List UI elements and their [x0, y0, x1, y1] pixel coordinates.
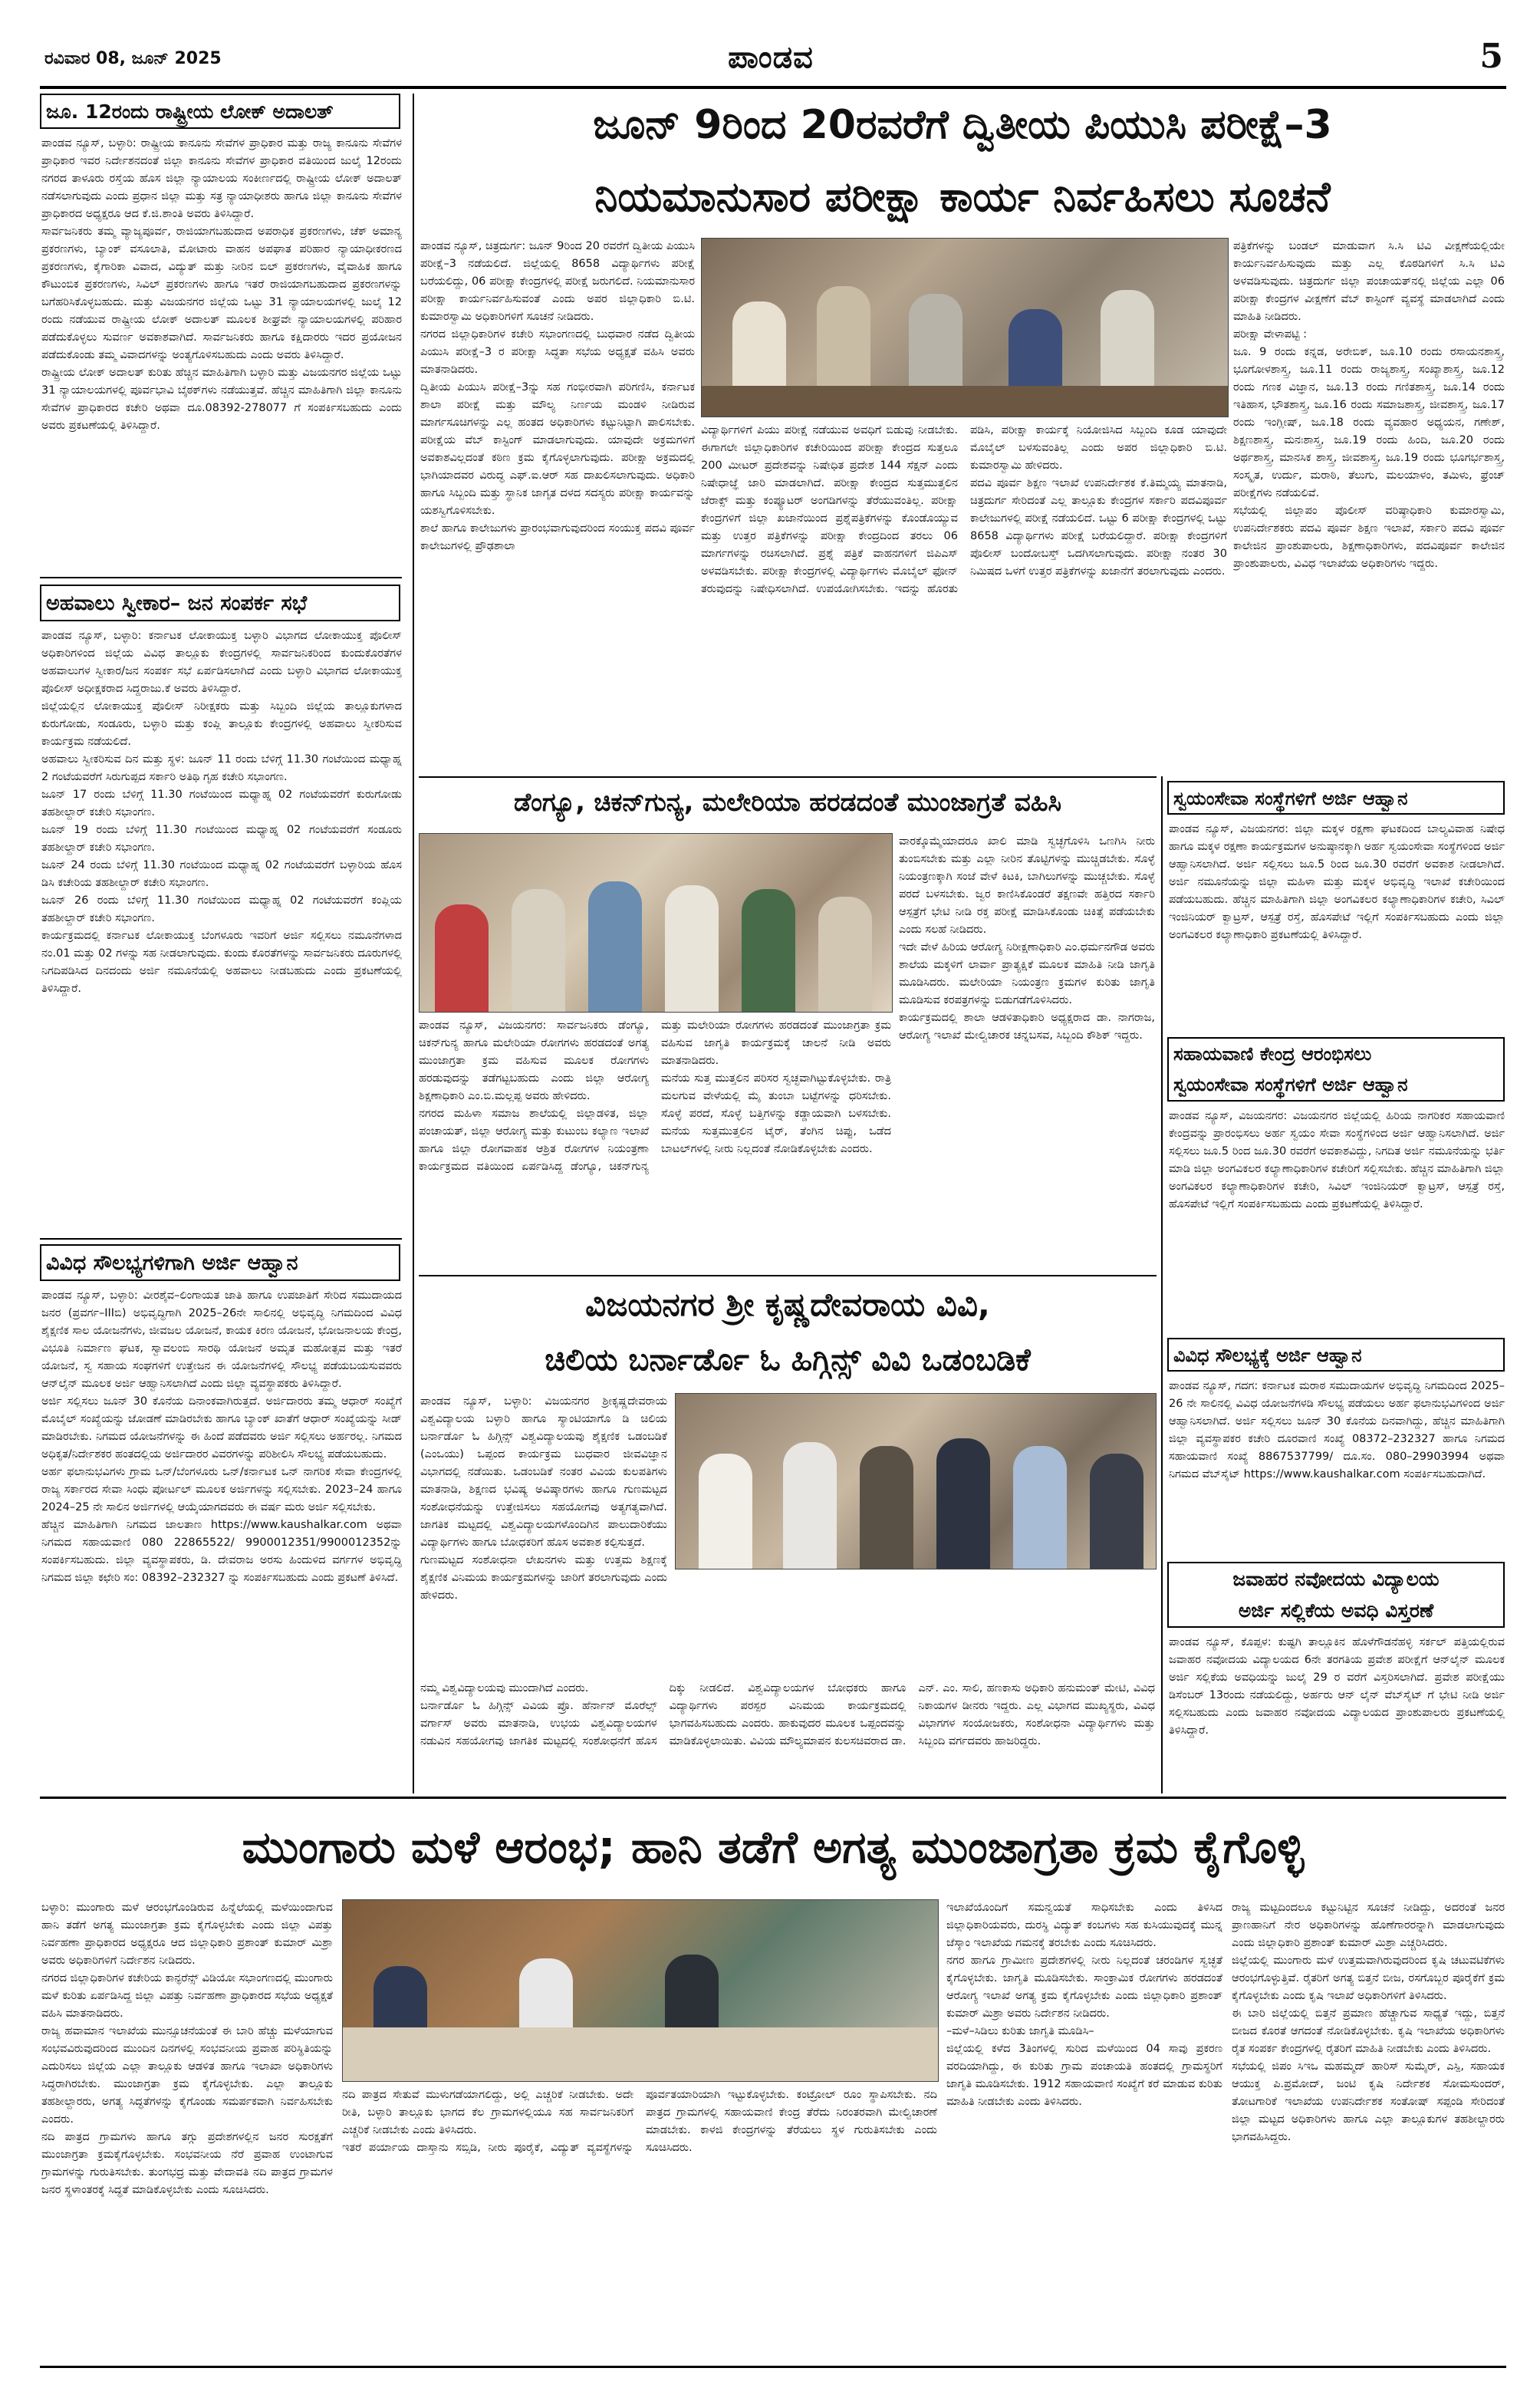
monsoon-headline: ಮುಂಗಾರು ಮಳೆ ಆರಂಭ; ಹಾನಿ ತಡೆಗೆ ಅಗತ್ಯ ಮುಂಜಾಗ್ರತಾ ಕ್ರಮ ಕೈಗೊಳ್ಳಿ [242, 1821, 1305, 1873]
helpline-headline [1167, 1037, 1505, 1102]
mou-headline-line2: ಚಿಲಿಯ ಬರ್ನಾರ್ಡೊ ಓ ಹಿಗ್ಗಿನ್ಸ್ ವಿವಿ ಒಡಂಬಡಿಕೆ [545, 1342, 1031, 1378]
section-divider [40, 1797, 1506, 1799]
helpline-body: ಪಾಂಡವ ನ್ಯೂಸ್, ವಿಜಯನಗರ: ವಿಜಯನಗರ ಜಿಲ್ಲೆಯಲ್ಲಿ ಹಿರಿಯ ನಾಗರಿಕರ ಸಹಾಯವಾಣಿ ಕೇಂದ್ರವನ್ನು ಪ್ರಾರಂಭಿಸಲು ಅರ್ಹ ಸ್ವಯಂ ಸೇವಾ ಸಂಸ್ಥೆಗಳಿಂದ ಅರ್ಜಿ ಆಹ್ವಾನಿಸಲಾಗಿದೆ. ಅರ್ಜಿ ಸಲ್ಲಿಸಲು ಜೂ.5 ರಿಂದ ಜೂ.30 ರವರೆಗೆ ಅವಕಾಶವಿದ್ದು, ನಿಗದಿತ ಅರ್ಜಿ ನಮೂನೆಯನ್ನು ಭರ್ತಿ ಮಾಡಿ ಜಿಲ್ಲಾ ಅಂಗವಿಕಲರ ಕಲ್ಯಾಣಾಧಿಕಾರಿಗಳ ಕಚೇರಿಗೆ ಸಲ್ಲಿಸಬೇಕು. ಹೆಚ್ಚಿನ ಮಾಹಿತಿಗಾಗಿ ಜಿಲ್ಲಾ ಅಂಗವಿಕಲರ ಕಲ್ಯಾಣಾಧಿಕಾರಿಗಳ ಕಚೇರಿ, ಸಿವಿಲ್ ಇಂಜಿನಿಯರ್ ಕ್ವಾಟ್ರಸ್, ಆಸ್ಪತ್ರೆ ರಸ್ತೆ, ಹೊಸಪೇಟೆ ಇಲ್ಲಿಗೆ ಸಂಪರ್ಕಿಸಬಹುದು ಎಂದು ಪ್ರಕಟಣೆಯಲ್ಲಿ ತಿಳಿಸಿದ್ದಾರೆ. [1169, 1110, 1505, 1210]
column-divider [1161, 776, 1163, 1793]
mou-body-left: ಪಾಂಡವ ನ್ಯೂಸ್, ಬಳ್ಳಾರಿ: ವಿಜಯನಗರ ಶ್ರೀಕೃಷ್ಣದೇವರಾಯ ವಿಶ್ವವಿದ್ಯಾಲಯ ಬಳ್ಳಾರಿ ಹಾಗೂ ಸ್ಯಾಂಟಿಯಾಗೊ ಡಿ ಚಿಲಿಯ ಬರ್ನಾರ್ಡೊ ಓ ಹಿಗ್ಗಿನ್ಸ್ ವಿಶ್ವವಿದ್ಯಾಲಯವು ಶೈಕ್ಷಣಿಕ ಒಡಂಬಡಿಕೆ (ಎಂಒಯು) ಒಪ್ಪಂದ ಕಾರ್ಯಕ್ರಮ ಬುಧವಾರ ಜೀವವಿಜ್ಞಾನ ವಿಭಾಗದಲ್ಲಿ ನಡೆಯಿತು. ಒಡಂಬಡಿಕೆ ನಂತರ ವಿವಿಯ ಕುಲಪತಿಗಳು ಮಾತನಾಡಿ, ಶಿಕ್ಷಣದ ಭವಿಷ್ಯ ಅವಿಷ್ಕಾರಗಳು ಹಾಗೂ ಗುಣಮಟ್ಟದ ಸಂಶೋಧನೆಯನ್ನು ಉತ್ತೇಜಿಸಲು ಸಹಯೋಗವು ಅತ್ಯಗತ್ಯವಾಗಿದೆ. ಜಾಗತಿಕ ಮಟ್ಟದಲ್ಲಿ ವಿಶ್ವವಿದ್ಯಾಲಯಗಳೊಂದಿಗಿನ ಪಾಲುದಾರಿಕೆಯು ವಿದ್ಯಾರ್ಥಿಗಳು ಹಾಗೂ ಬೋಧಕರಿಗೆ ಹೊಸ ಅವಕಾಶ ಕಲ್ಪಿಸುತ್ತದೆ. ಗುಣಮಟ್ಟದ ಸಂಶೋಧನಾ ಲೇಖನಗಳು ಮತ್ತು ಉತ್ತಮ ಶಿಕ್ಷಣಕ್ಕೆ ಶೈಕ್ಷಣಿಕ ವಿನಿಮಯ ಕಾರ್ಯಕ್ರಮಗಳನ್ನು ಜಾರಿಗೆ ತರಲಾಗುವುದು ಎಂದು ಹೇಳಿದರು. [420, 1395, 667, 1602]
lead-headline-line1: ಜೂನ್ 9ರಿಂದ 20ರವರೆಗೆ ದ್ವಿತೀಯ ಪಿಯುಸಿ ಪರೀಕ್ಷೆ–3 [593, 102, 1332, 148]
mou-headline-line1: ವಿಜಯನಗರ ಶ್ರೀ ಕೃಷ್ಣದೇವರಾಯ ವಿವಿ, [585, 1286, 990, 1323]
page-number: 5 [1479, 37, 1503, 76]
divider [419, 1275, 1157, 1276]
monsoon-body-under-photo: ನದಿ ಪಾತ್ರದ ಸೇತುವೆ ಮುಳುಗಡೆಯಾಗಲಿದ್ದು, ಅಲ್ಲಿ ಎಚ್ಚರಿಕೆ ನೀಡಬೇಕು. ಅದೇ ರೀತಿ, ಬಳ್ಳಾರಿ ತಾಲ್ಲೂಕು ಭಾಗದ ಕೆಲ ಗ್ರಾಮಗಳಲ್ಲಿಯೂ ಸಹ ಸಾರ್ವಜನಿಕರಿಗೆ ಎಚ್ಚರಿಕೆ ನೀಡಬೇಕು ಎಂದು ತಿಳಿಸಿದರು. ಇತರೆ ಪರ್ಯಾಯ ದಾಸ್ತಾನು ಸಬ್ಸಿಡಿ, ನೀರು ಪೂರೈಕೆ, ವಿದ್ಯುತ್ ವ್ಯವಸ್ಥೆಗಳನ್ನು ಪೂರ್ವತಯಾರಿಯಾಗಿ ಇಟ್ಟುಕೊಳ್ಳಬೇಕು. ಕಂಟ್ರೋಲ್ ರೂಂ ಸ್ಥಾಪಿಸಬೇಕು. ನದಿ ಪಾತ್ರದ ಗ್ರಾಮಗಳಲ್ಲಿ ಸಹಾಯವಾಣಿ ಕೇಂದ್ರ ತೆರೆದು ನಿರಂತರವಾಗಿ ಮೇಲ್ವಿಚಾರಣೆ ಮಾಡಬೇಕು. ಕಾಳಜಿ ಕೇಂದ್ರಗಳನ್ನು ತೆರೆಯಲು ಸ್ಥಳ ಗುರುತಿಸಬೇಕು ಎಂದು ಸೂಚಿಸಿದರು. [342, 2089, 937, 2154]
left-column [40, 94, 406, 1787]
ngo-application-headline: ಸ್ವಯಂಸೇವಾ ಸಂಸ್ಥೆಗಳಿಗೆ ಅರ್ಜಿ ಆಹ್ವಾನ [1167, 781, 1505, 815]
lead-body-right: ಪತ್ರಿಕೆಗಳನ್ನು ಬಂಡಲ್ ಮಾಡುವಾಗ ಸಿ.ಸಿ ಟಿವಿ ವೀಕ್ಷಣೆಯಲ್ಲಿಯೇ ಕಾರ್ಯನಿರ್ವಹಿಸುವುದು ಮತ್ತು ಎಲ್ಲ ಕೊಠಡಿಗಳಿಗೆ ಸಿ.ಸಿ ಟಿವಿ ಅಳವಡಿಸುವುದು. ಚಿತ್ರದುರ್ಗ ಜಿಲ್ಲಾ ಪಂಚಾಯತ್‌ನಲ್ಲಿ ಜಿಲ್ಲೆಯ ಎಲ್ಲಾ 06 ಪರೀಕ್ಷಾ ಕೇಂದ್ರಗಳ ವೀಕ್ಷಣೆಗೆ ವೆಬ್ ಕಾಸ್ಟಿಂಗ್ ವ್ಯವಸ್ಥೆ ಮಾಡಲಾಗಿದೆ ಎಂದು ಮಾಹಿತಿ ನೀಡಿದರು. ಪರೀಕ್ಷಾ ವೇಳಾಪಟ್ಟಿ : ಜೂ. 9 ರಂದು ಕನ್ನಡ, ಅರೇಬಿಕ್, ಜೂ.10 ರಂದು ರಸಾಯನಶಾಸ್ತ್ರ, ಭೂಗೋಳಶಾಸ್ತ್ರ, ಜೂ.11 ರಂದು ರಾಜ್ಯಶಾಸ್ತ್ರ, ಸಂಖ್ಯಾಶಾಸ್ತ್ರ, ಜೂ.12 ರಂದು ಗಣಕ ವಿಜ್ಞಾನ, ಜೂ.13 ರಂದು ಗಣಿತಶಾಸ್ತ್ರ, ಜೂ.14 ರಂದು ಇತಿಹಾಸ, ಭೌತಶಾಸ್ತ್ರ, ಜೂ.16 ರಂದು ಸಮಾಜಶಾಸ್ತ್ರ, ಜೀವಶಾಸ್ತ್ರ, ಜೂ.17 ರಂದು ಇಂಗ್ಲೀಷ್, ಜೂ.18 ರಂದು ವ್ಯವಹಾರ ಅಧ್ಯಯನ, ಗಣೇಶ್, ಶಿಕ್ಷಣಶಾಸ್ತ್ರ, ಮನಃಶಾಸ್ತ್ರ, ಜೂ.19 ರಂದು ಹಿಂದಿ, ಜೂ.20 ರಂದು ಅರ್ಥಶಾಸ್ತ್ರ, ಮಾನಸಿಕ ಶಾಸ್ತ್ರ, ಜೀವಶಾಸ್ತ್ರ, ಜೂ.19 ರಂದು ಭೂಗರ್ಭಶಾಸ್ತ್ರ, ಸಂಸ್ಕೃತ, ಉರ್ದು, ಮರಾಠಿ, ತೆಲುಗು, ಮಲಯಾಳಂ, ತಮಿಳು, ಫ್ರೆಂಚ್ ಪರೀಕ್ಷೆಗಳು ನಡೆಯಲಿವೆ. ಸಭೆಯಲ್ಲಿ ಜಿಲ್ಲಾಪಂ ಪೊಲೀಸ್ ವರಿಷ್ಠಾಧಿಕಾರಿ ಕುಮಾರಸ್ವಾಮಿ, ಉಪನಿರ್ದೇಶಕರು ಪದವಿ ಪೂರ್ವ ಶಿಕ್ಷಣ ಇಲಾಖೆ, ಸರ್ಕಾರಿ ಪದವಿ ಪೂರ್ವ ಕಾಲೇಜಿನ ಪ್ರಾಂಶುಪಾಲರು, ಶಿಕ್ಷಣಾಧಿಕಾರಿಗಳು, ಪದವಿಪೂರ್ವ ಕಾಲೇಜಿನ ಪ್ರಾಂಶುಪಾಲರು, ವಿವಿಧ ಇಲಾಖೆಯ ಅಧಿಕಾರಿಗಳು ಇದ್ದರು. [1233, 240, 1505, 570]
monsoon-meeting-photo [342, 1899, 939, 2082]
facility-application-body: ಪಾಂಡವ ನ್ಯೂಸ್, ಗದಗ: ಕರ್ನಾಟಕ ಮರಾಠ ಸಮುದಾಯಗಳ ಅಭಿವೃದ್ಧಿ ನಿಗಮದಿಂದ 2025–26 ನೇ ಸಾಲಿನಲ್ಲಿ ವಿವಿಧ ಯೋಜನೆಗಳಡಿ ಸೌಲಭ್ಯ ಪಡೆಯಲು ಅರ್ಹ ಫಲಾನುಭವಿಗಳಿಂದ ಅರ್ಜಿ ಆಹ್ವಾನಿಸಲಾಗಿದೆ. ಅರ್ಜಿ ಸಲ್ಲಿಸಲು ಜೂನ್ 30 ಕೊನೆಯ ದಿನವಾಗಿದ್ದು, ಹೆಚ್ಚಿನ ಮಾಹಿತಿಗಾಗಿ ಜಿಲ್ಲಾ ವ್ಯವಸ್ಥಾಪಕರ ಕಚೇರಿ ದೂರವಾಣಿ ಸಂಖ್ಯೆ 08372–232327 ಹಾಗೂ ನಿಗಮದ ಸಹಾಯವಾಣಿ ಸಂಖ್ಯೆ 8867537799/ ದೂ.ಸಂ. 080–29903994 ಅಥವಾ ನಿಗಮದ ವೆಬ್‌ಸೈಟ್ https://www.kaushalkar.com ಸಂಪರ್ಕಿಸಬಹುದಾಗಿದೆ. [1169, 1380, 1505, 1480]
article-lok-adalat-body: ಪಾಂಡವ ನ್ಯೂಸ್, ಬಳ್ಳಾರಿ: ರಾಷ್ಟ್ರೀಯ ಕಾನೂನು ಸೇವೆಗಳ ಪ್ರಾಧಿಕಾರ ಮತ್ತು ರಾಜ್ಯ ಕಾನೂನು ಸೇವೆಗಳ ಪ್ರಾಧಿಕಾರ ಇವರ ನಿರ್ದೇಶನದಂತೆ ಜಿಲ್ಲಾ ಕಾನೂನು ಸೇವೆಗಳ ಪ್ರಾಧಿಕಾರ ವತಿಯಿಂದ ಜುಲೈ 12ರಂದು ನಗರದ ತಾಳೂರು ರಸ್ತೆಯ ಹೊಸ ಜಿಲ್ಲಾ ನ್ಯಾಯಾಲಯ ಸಂಕೀರ್ಣದಲ್ಲಿ ರಾಷ್ಟ್ರೀಯ ಲೋಕ್ ಅದಾಲತ್ ನಡೆಸಲಾಗುವುದು ಎಂದು ಪ್ರಧಾನ ಜಿಲ್ಲಾ ಮತ್ತು ಸತ್ರ ನ್ಯಾಯಾಧೀಶರು ಹಾಗೂ ಜಿಲ್ಲಾ ಕಾನೂನು ಸೇವೆಗಳ ಪ್ರಾಧಿಕಾರದ ಅಧ್ಯಕ್ಷರೂ ಆದ ಕೆ.ಜಿ.ಶಾಂತಿ ಅವರು ತಿಳಿಸಿದ್ದಾರೆ. ಸಾರ್ವಜನಿಕರು ತಮ್ಮ ವ್ಯಾಜ್ಯಪೂರ್ವ, ರಾಜಿಯಾಗಬಹುದಾದ ಅಪರಾಧಿಕ ಪ್ರಕರಣಗಳು, ಚೆಕ್ ಅಮಾನ್ಯ ಪ್ರಕರಣಗಳು, ಬ್ಯಾಂಕ್ ವಸೂಲಾತಿ, ಮೋಟಾರು ವಾಹನ ಅಪಘಾತ ಪರಿಹಾರ ನ್ಯಾಯಾಧೀಕರಣದ ಪ್ರಕರಣಗಳು, ಕೈಗಾರಿಕಾ ವಿವಾದ, ವಿದ್ಯುತ್ ಮತ್ತು ನೀರಿನ ಬಿಲ್ ಪ್ರಕರಣಗಳು, ವೈವಾಹಿಕ ಹಾಗೂ ಕೌಟುಂಬಿಕ ಪ್ರಕರಣಗಳು, ಸಿವಿಲ್ ಪ್ರಕರಣಗಳು ಹಾಗೂ ಇತರೆ ರಾಜಿಯಾಗಬಹುದಾದ ಪ್ರಕರಣಗಳನ್ನು ಬಗೆಹರಿಸಿಕೊಳ್ಳಬಹುದು. ಮತ್ತು ವಿಜಯನಗರ ಜಿಲ್ಲೆಯ ಒಟ್ಟು 31 ನ್ಯಾಯಾಲಯಗಳಲ್ಲಿ ಜುಲೈ 12 ರಂದು ನಡೆಯುವ ರಾಷ್ಟ್ರೀಯ ಲೋಕ್ ಅದಾಲತ್ ಮೂಲಕ ಶೀಘ್ರವೇ ನ್ಯಾಯಾಲಯಗಳಲ್ಲಿ ಪರಿಹಾರ ಪಡೆದುಕೊಳ್ಳಲು ಸುವರ್ಣ ಅವಕಾಶವಾಗಿದೆ. ಸಾರ್ವಜನಿಕರು ಹಾಗೂ ಕಕ್ಷಿದಾರರು ಇದರ ಪ್ರಯೋಜನ ಪಡೆದುಕೊಂಡು ತಮ್ಮ ವಿವಾದಗಳನ್ನು ಅಂತ್ಯಗೊಳಿಸಬಹುದು ಎಂದು ಅವರು ತಿಳಿಸಿದ್ದಾರೆ. ರಾಷ್ಟ್ರೀಯ ಲೋಕ್ ಅದಾಲತ್ ಕುರಿತು ಹೆಚ್ಚಿನ ಮಾಹಿತಿಗಾಗಿ ಬಳ್ಳಾರಿ ಮತ್ತು ವಿಜಯನಗರ ಜಿಲ್ಲೆಯ ಒಟ್ಟು 31 ನ್ಯಾಯಾಲಯಗಳಲ್ಲಿ ಪೂರ್ವಭಾವಿ ಬೈಠಕ್‌ಗಳು ನಡೆಯುತ್ತವೆ. ಹೆಚ್ಚಿನ ಮಾಹಿತಿಗಾಗಿ ಜಿಲ್ಲಾ ಕಾನೂನು ಸೇವೆಗಳ ಪ್ರಾಧಿಕಾರದ ಕಚೇರಿ ಅಥವಾ ದೂ.08392-278077 ಗೆ ಸಂಪರ್ಕಿಸಬಹುದು ಎಂದು ಅವರು ಪ್ರಕಟಣೆಯಲ್ಲಿ ತಿಳಿಸಿದ್ದಾರೆ. [41, 137, 402, 432]
column-divider [413, 94, 414, 1793]
exam-meeting-photo [701, 238, 1229, 417]
university-mou-story [419, 1280, 1157, 1792]
masthead-date: ರವಿವಾರ 08, ಜೂನ್ 2025 [44, 49, 222, 68]
dengue-body-bottom: ಪಾಂಡವ ನ್ಯೂಸ್, ವಿಜಯನಗರ: ಸಾರ್ವಜನಿಕರು ಡೆಂಗ್ಯೂ, ಚಿಕನ್‌ಗುನ್ಯ ಹಾಗೂ ಮಲೇರಿಯಾ ರೋಗಗಳು ಹರಡದಂತೆ ಅಗತ್ಯ ಮುಂಜಾಗ್ರತಾ ಕ್ರಮ ವಹಿಸುವ ಮೂಲಕ ರೋಗಗಳು ಹರಡುವುದನ್ನು ತಡೆಗಟ್ಟಬಹುದು ಎಂದು ಜಿಲ್ಲಾ ಆರೋಗ್ಯ ಶಿಕ್ಷಣಾಧಿಕಾರಿ ಎಂ.ಬಿ.ಮಲ್ಲಪ್ಪ ಅವರು ಹೇಳಿದರು. ನಗರದ ಮಹಿಳಾ ಸಮಾಜ ಶಾಲೆಯಲ್ಲಿ ಜಿಲ್ಲಾಡಳಿತ, ಜಿಲ್ಲಾ ಪಂಚಾಯತ್, ಜಿಲ್ಲಾ ಆರೋಗ್ಯ ಮತ್ತು ಕುಟುಂಬ ಕಲ್ಯಾಣ ಇಲಾಖೆ ಹಾಗೂ ಜಿಲ್ಲಾ ರೋಗವಾಹಕ ಆಶ್ರಿತ ರೋಗಗಳ ನಿಯಂತ್ರಣಾ ಕಾರ್ಯಕ್ರಮದ ವತಿಯಿಂದ ಏರ್ಪಡಿಸಿದ್ದ ಡೆಂಗ್ಯೂ, ಚಿಕನ್‌ಗುನ್ಯ ಮತ್ತು ಮಲೇರಿಯಾ ರೋಗಗಳು ಹರಡದಂತೆ ಮುಂಜಾಗ್ರತಾ ಕ್ರಮ ವಹಿಸುವ ಜಾಗೃತಿ ಕಾರ್ಯಕ್ರಮಕ್ಕೆ ಚಾಲನೆ ನೀಡಿ ಅವರು ಮಾತನಾಡಿದರು. ಮನೆಯ ಸುತ್ತ ಮುತ್ತಲಿನ ಪರಿಸರ ಸ್ವಚ್ಛವಾಗಿಟ್ಟುಕೊಳ್ಳಬೇಕು. ರಾತ್ರಿ ಮಲಗುವ ವೇಳೆಯಲ್ಲಿ ಮೈ ತುಂಬಾ ಬಟ್ಟೆಗಳನ್ನು ಧರಿಸಬೇಕು. ಸೊಳ್ಳೆ ಪರದೆ, ಸೊಳ್ಳೆ ಬತ್ತಿಗಳನ್ನು ಕಡ್ಡಾಯವಾಗಿ ಬಳಸಬೇಕು. ಮನೆಯ ಸುತ್ತಮುತ್ತಲಿನ ಟೈರ್, ತೆಂಗಿನ ಚಿಪ್ಪು, ಒಡೆದ ಬಾಟಲ್‌ಗಳಲ್ಲಿ ನೀರು ನಿಲ್ಲದಂತೆ ನೋಡಿಕೊಳ್ಳಬೇಕು ಎಂದರು. [419, 1019, 891, 1173]
divider [419, 776, 1157, 778]
divider [40, 1238, 402, 1240]
helpline-headline-line2: ಸ್ವಯಂಸೇವಾ ಸಂಸ್ಥೆಗಳಿಗೆ ಅರ್ಜಿ ಆಹ್ವಾನ [1173, 1074, 1408, 1095]
masthead-rule [40, 86, 1506, 89]
dengue-awareness-photo [419, 833, 893, 1013]
dengue-body-right: ವಾರಕ್ಕೊಮ್ಮೆಯಾದರೂ ಖಾಲಿ ಮಾಡಿ ಸ್ವಚ್ಛಗೊಳಿಸಿ ಒಣಗಿಸಿ ನೀರು ತುಂಬಿಸಬೇಕು ಮತ್ತು ಎಲ್ಲಾ ನೀರಿನ ತೊಟ್ಟಿಗಳನ್ನು ಮುಚ್ಚಿಡಬೇಕು. ಸೊಳ್ಳೆ ನಿಯಂತ್ರಣಕ್ಕಾಗಿ ಸಂಜೆ ವೇಳೆ ಕಿಟಕಿ, ಬಾಗಿಲುಗಳನ್ನು ಮುಚ್ಚಬೇಕು. ಸೊಳ್ಳೆ ಪರದೆ ಬಳಸಬೇಕು. ಜ್ವರ ಕಾಣಿಸಿಕೊಂಡರೆ ತಕ್ಷಣವೇ ಹತ್ತಿರದ ಸರ್ಕಾರಿ ಆಸ್ಪತ್ರೆಗೆ ಭೇಟಿ ನೀಡಿ ರಕ್ತ ಪರೀಕ್ಷೆ ಮಾಡಿಸಿಕೊಂಡು ಚಿಕಿತ್ಸೆ ಪಡೆಯಬೇಕು ಎಂದು ಸಲಹೆ ನೀಡಿದರು. ಇದೇ ವೇಳೆ ಹಿರಿಯ ಆರೋಗ್ಯ ನಿರೀಕ್ಷಣಾಧಿಕಾರಿ ಎಂ.ಧರ್ಮನಗೌಡ ಅವರು ಶಾಲೆಯ ಮಕ್ಕಳಿಗೆ ಲಾರ್ವಾ ಪ್ರಾತ್ಯಕ್ಷಿಕೆ ಮೂಲಕ ಮಾಹಿತಿ ನೀಡಿ ಜಾಗೃತಿ ಮೂಡಿಸಿದರು. ಮಲೇರಿಯಾ ನಿಯಂತ್ರಣ ಕ್ರಮಗಳ ಕುರಿತು ಜಾಗೃತಿ ಮೂಡಿಸುವ ಕರಪತ್ರಗಳನ್ನು ಬಿಡುಗಡೆಗೊಳಿಸಿದರು. ಕಾರ್ಯಕ್ರಮದಲ್ಲಿ ಶಾಲಾ ಆಡಳಿತಾಧಿಕಾರಿ ಅಧ್ಯಕ್ಷರಾದ ಡಾ. ನಾಗರಾಜ, ಆರೋಗ್ಯ ಇಲಾಖೆ ಮೇಲ್ವಿಚಾರಕ ಚನ್ನಬಸವ, ಸಿಬ್ಬಂದಿ ಕೌಶಿಕ್ ಇದ್ದರು. [899, 835, 1155, 1042]
monsoon-body-mid: ಇಲಾಖೆಯೊಂದಿಗೆ ಸಮನ್ವಯತೆ ಸಾಧಿಸಬೇಕು ಎಂದು ತಿಳಿಸಿದ ಜಿಲ್ಲಾಧಿಕಾರಿಯವರು, ದುರಸ್ಥಿ ವಿದ್ಯುತ್ ಕಂಬಗಳು ಸಹ ಕುಸಿಯುವುದಕ್ಕೆ ಮುನ್ನ ಜೆಸ್ಕಾಂ ಇಲಾಖೆಯ ಗಮನಕ್ಕೆ ತರಬೇಕು ಎಂದು ಸೂಚಿಸಿದರು. ನಗರ ಹಾಗೂ ಗ್ರಾಮೀಣ ಪ್ರದೇಶಗಳಲ್ಲಿ ನೀರು ನಿಲ್ಲದಂತೆ ಚರಂಡಿಗಳ ಸ್ವಚ್ಛತೆ ಕೈಗೊಳ್ಳಬೇಕು. ಜಾಗೃತಿ ಮೂಡಿಸಬೇಕು. ಸಾಂಕ್ರಾಮಿಕ ರೋಗಗಳು ಹರಡದಂತೆ ಆರೋಗ್ಯ ಇಲಾಖೆ ಅಗತ್ಯ ಕ್ರಮ ಕೈಗೊಳ್ಳಬೇಕು ಎಂದು ಜಿಲ್ಲಾಧಿಕಾರಿ ಪ್ರಶಾಂತ್ ಕುಮಾರ್ ಮಿಶ್ರಾ ಅವರು ನಿರ್ದೇಶನ ನೀಡಿದರು. –ಮಳೆ–ಸಿಡಿಲು ಕುರಿತು ಜಾಗೃತಿ ಮೂಡಿಸಿ– ಜಿಲ್ಲೆಯಲ್ಲಿ ಕಳೆದ 3ತಿಂಗಳಲ್ಲಿ ಸುರಿದ ಮಳೆಯಿಂದ 04 ಸಾವು ಪ್ರಕರಣ ವರದಿಯಾಗಿದ್ದು, ಈ ಕುರಿತು ಗ್ರಾಮ ಪಂಚಾಯತಿ ಹಂತದಲ್ಲಿ ಗ್ರಾಮಸ್ಥರಿಗೆ ಜಾಗೃತಿ ಮೂಡಿಸಬೇಕು. 1912 ಸಹಾಯವಾಣಿ ಸಂಖ್ಯೆಗೆ ಕರೆ ಮಾಡುವ ಕುರಿತು ಮಾಹಿತಿ ನೀಡಬೇಕು ಎಂದು ತಿಳಿಸಿದರು. [946, 1902, 1222, 2108]
facility-application-headline: ವಿವಿಧ ಸೌಲಭ್ಯಕ್ಕೆ ಅರ್ಜಿ ಆಹ್ವಾನ [1167, 1338, 1505, 1372]
divider [40, 577, 402, 578]
masthead [0, 0, 1540, 92]
mou-body-bottom: ನಮ್ಮ ವಿಶ್ವವಿದ್ಯಾಲಯವು ಮುಂದಾಗಿದೆ ಎಂದರು. ಬರ್ನಾರ್ಡೊ ಓ ಹಿಗ್ಗಿನ್ಸ್ ವಿವಿಯ ಪ್ರೊ. ಹೆರ್ನಾನ್ ಮೊರೆಲ್ಸ್ ವರ್ಗಾಸ್ ಅವರು ಮಾತನಾಡಿ, ಉಭಯ ವಿಶ್ವವಿದ್ಯಾಲಯಗಳ ನಡುವಿನ ಸಹಯೋಗವು ಜಾಗತಿಕ ಮಟ್ಟದಲ್ಲಿ ಸಂಶೋಧನೆಗೆ ಹೊಸ ದಿಕ್ಕು ನೀಡಲಿದೆ. ವಿಶ್ವವಿದ್ಯಾಲಯಗಳ ಬೋಧಕರು ಹಾಗೂ ವಿದ್ಯಾರ್ಥಿಗಳು ಪರಸ್ಪರ ವಿನಿಮಯ ಕಾರ್ಯಕ್ರಮದಲ್ಲಿ ಭಾಗವಹಿಸಬಹುದು ಎಂದರು. ಹಾಕುವುದರ ಮೂಲಕ ಒಪ್ಪಂದವನ್ನು ಮಾಡಿಕೊಳ್ಳಲಾಯಿತು. ವಿವಿಯ ಮೌಲ್ಯಮಾಪನ ಕುಲಸಚಿವರಾದ ಡಾ. ಎನ್. ಎಂ. ಸಾಲಿ, ಹಣಕಾಸು ಅಧಿಕಾರಿ ಹನುಮಂತ್ ಮೇಟಿ, ವಿವಿಧ ನಿಕಾಯಗಳ ಡೀನರು ಇದ್ದರು. ಎಲ್ಲ ವಿಭಾಗದ ಮುಖ್ಯಸ್ಥರು, ವಿವಿಧ ವಿಭಾಗಗಳ ಸಂಯೋಜಕರು, ಸಂಶೋಧನಾ ವಿದ್ಯಾರ್ಥಿಗಳು ಮತ್ತು ಸಿಬ್ಬಂದಿ ವರ್ಗದವರು ಹಾಜರಿದ್ದರು. [420, 1682, 1155, 1747]
monsoon-body-left: ಬಳ್ಳಾರಿ: ಮುಂಗಾರು ಮಳೆ ಆರಂಭಗೊಂಡಿರುವ ಹಿನ್ನೆಲೆಯಲ್ಲಿ ಮಳೆಯಿಂದಾಗುವ ಹಾನಿ ತಡೆಗೆ ಅಗತ್ಯ ಮುಂಜಾಗ್ರತಾ ಕ್ರಮ ಕೈಗೊಳ್ಳಬೇಕು ಎಂದು ಜಿಲ್ಲಾ ವಿಪತ್ತು ನಿರ್ವಹಣಾ ಪ್ರಾಧಿಕಾರದ ಅಧ್ಯಕ್ಷರೂ ಆದ ಜಿಲ್ಲಾಧಿಕಾರಿ ಪ್ರಶಾಂತ್ ಕುಮಾರ್ ಮಿಶ್ರಾ ಅವರು ಅಧಿಕಾರಿಗಳಿಗೆ ನಿರ್ದೇಶನ ನೀಡಿದರು. ನಗರದ ಜಿಲ್ಲಾಧಿಕಾರಿಗಳ ಕಚೇರಿಯ ಕಾನ್ಫರೆನ್ಸ್ ವಿಡಿಯೋ ಸಭಾಂಗಣದಲ್ಲಿ ಮುಂಗಾರು ಮಳೆ ಕುರಿತು ಏರ್ಪಡಿಸಿದ್ದ ಜಿಲ್ಲಾ ವಿಪತ್ತು ನಿರ್ವಹಣಾ ಪ್ರಾಧಿಕಾರದ ಸಭೆಯ ಅಧ್ಯಕ್ಷತೆ ವಹಿಸಿ ಮಾತನಾಡಿದರು. ರಾಜ್ಯ ಹವಾಮಾನ ಇಲಾಖೆಯ ಮುನ್ಸೂಚನೆಯಂತೆ ಈ ಬಾರಿ ಹೆಚ್ಚು ಮಳೆಯಾಗುವ ಸಂಭವವಿರುವುದರಿಂದ ಮುಂದಿನ ದಿನಗಳಲ್ಲಿ ಸಂಭವನೀಯ ಪ್ರವಾಹ ಪರಿಸ್ಥಿತಿಯನ್ನು ಎದುರಿಸಲು ಜಿಲ್ಲೆಯ ಎಲ್ಲಾ ತಾಲ್ಲೂಕು ಆಡಳಿತ ಹಾಗೂ ಇಲಾಖಾ ಅಧಿಕಾರಿಗಳು ಸಿದ್ಧರಾಗಿರಬೇಕು. ಮುಂಜಾಗ್ರತಾ ಕ್ರಮ ಕೈಗೊಳ್ಳಬೇಕು. ಎಲ್ಲಾ ತಾಲ್ಲೂಕು ತಹಶೀಲ್ದಾರರು, ಅಗತ್ಯ ಸಿದ್ಧತೆಗಳನ್ನು ಕೈಗೊಂಡು ಸಮರ್ಪಕವಾಗಿ ನಿರ್ವಹಿಸಬೇಕು ಎಂದರು. ನದಿ ಪಾತ್ರದ ಗ್ರಾಮಗಳು ಹಾಗೂ ತಗ್ಗು ಪ್ರದೇಶಗಳಲ್ಲಿನ ಜನರ ಸುರಕ್ಷತೆಗೆ ಮುಂಜಾಗ್ರತಾ ಕ್ರಮಕೈಗೊಳ್ಳಬೇಕು. ಸಂಭವನೀಯ ನೆರೆ ಪ್ರವಾಹ ಉಂಟಾಗುವ ಗ್ರಾಮಗಳನ್ನು ಗುರುತಿಸಬೇಕು. ತುಂಗಭದ್ರ ಮತ್ತು ವೇದಾವತಿ ನದಿ ಪಾತ್ರದ ಗ್ರಾಮಗಳ ಜನರ ಸ್ಥಳಾಂತರಕ್ಕೆ ಸಿದ್ಧತೆ ಮಾಡಿಕೊಳ್ಳಬೇಕು ಎಂದು ಸೂಚಿಸಿದರು. [41, 1902, 333, 2196]
article-complaints-headline: ಅಹವಾಲು ಸ್ವೀಕಾರ– ಜನ ಸಂಪರ್ಕ ಸಭೆ [40, 585, 400, 621]
lead-story [419, 94, 1506, 778]
dengue-story [419, 781, 1157, 1275]
lead-body-left: ಪಾಂಡವ ನ್ಯೂಸ್, ಚಿತ್ರದುರ್ಗ: ಜೂನ್ 9ರಿಂದ 20 ರವರೆಗೆ ದ್ವಿತೀಯ ಪಿಯುಸಿ ಪರೀಕ್ಷೆ–3 ನಡೆಯಲಿದೆ. ಜಿಲ್ಲೆಯಲ್ಲಿ 8658 ವಿದ್ಯಾರ್ಥಿಗಳು ಪರೀಕ್ಷೆ ಬರೆಯಲಿದ್ದು, 06 ಪರೀಕ್ಷಾ ಕೇಂದ್ರಗಳಲ್ಲಿ ಪರೀಕ್ಷೆ ಜರುಗಲಿದೆ. ನಿಯಮಾನುಸಾರ ಪರೀಕ್ಷಾ ಕಾರ್ಯನಿರ್ವಹಿಸುವಂತೆ ಎಂದು ಅಪರ ಜಿಲ್ಲಾಧಿಕಾರಿ ಬಿ.ಟಿ. ಕುಮಾರಸ್ವಾಮಿ ಅಧಿಕಾರಿಗಳಿಗೆ ಸೂಚನೆ ನೀಡಿದರು. ನಗರದ ಜಿಲ್ಲಾಧಿಕಾರಿಗಳ ಕಚೇರಿ ಸಭಾಂಗಣದಲ್ಲಿ ಬುಧವಾರ ನಡೆದ ದ್ವಿತೀಯ ಪಿಯುಸಿ ಪರೀಕ್ಷೆ–3 ರ ಪರೀಕ್ಷಾ ಸಿದ್ಧತಾ ಸಭೆಯ ಅಧ್ಯಕ್ಷತೆ ವಹಿಸಿ ಅವರು ಮಾತನಾಡಿದರು. ದ್ವಿತೀಯ ಪಿಯುಸಿ ಪರೀಕ್ಷೆ–3ನ್ನು ಸಹ ಗಂಭೀರವಾಗಿ ಪರಿಗಣಿಸಿ, ಕರ್ನಾಟಕ ಶಾಲಾ ಪರೀಕ್ಷೆ ಮತ್ತು ಮೌಲ್ಯ ನಿರ್ಣಯ ಮಂಡಳಿ ನೀಡಿರುವ ಮಾರ್ಗಸೂಚಿಗಳನ್ನು ಎಲ್ಲ ಹಂತದ ಅಧಿಕಾರಿಗಳು ಕಟ್ಟುನಿಟ್ಟಾಗಿ ಪಾಲಿಸಬೇಕು. ಪರೀಕ್ಷೆಯ ವೆಬ್ ಕಾಸ್ಟಿಂಗ್ ಮಾಡಲಾಗುವುದು. ಯಾವುದೇ ಅಕ್ರಮಗಳಿಗೆ ಅವಕಾಶವಿಲ್ಲದಂತೆ ಕಠಿಣ ಕ್ರಮ ಕೈಗೊಳ್ಳಲಾಗುವುದು. ಪರೀಕ್ಷಾ ಅಕ್ರಮದಲ್ಲಿ ಭಾಗಿಯಾದವರ ವಿರುದ್ಧ ಎಫ್.ಐ.ಆರ್ ಸಹ ದಾಖಲಿಸಲಾಗುವುದು. ಅಧಿಕಾರಿ ಹಾಗೂ ಸಿಬ್ಬಂದಿ ಮತ್ತು ಸ್ಥಾನಿಕ ಜಾಗೃತ ದಳದ ಸದಸ್ಯರು ಪರೀಕ್ಷಾ ಕಾರ್ಯವನ್ನು ಯಶಸ್ವಿಗೊಳಿಸಬೇಕು. ಶಾಲೆ ಹಾಗೂ ಕಾಲೇಜುಗಳು ಪ್ರಾರಂಭವಾಗುವುದರಿಂದ ಸಂಯುಕ್ತ ಪದವಿ ಪೂರ್ವ ಕಾಲೇಜುಗಳಲ್ಲಿ ಪ್ರೌಢಶಾಲಾ [420, 240, 695, 552]
mou-ceremony-photo [675, 1393, 1157, 1569]
article-lok-adalat-headline: ಜೂ. 12ರಂದು ರಾಷ್ಟ್ರೀಯ ಲೋಕ್ ಅದಾಲತ್ [40, 94, 400, 129]
lead-headline-line2: ನಿಯಮಾನುಸಾರ ಪರೀಕ್ಷಾ ಕಾರ್ಯ ನಿರ್ವಹಿಸಲು ಸೂಚನೆ [594, 173, 1331, 221]
navodaya-headline-line1: ಜವಾಹರ ನವೋದಯ ವಿದ್ಯಾಲಯ [1232, 1568, 1440, 1590]
navodaya-headline [1167, 1562, 1505, 1628]
right-column [1167, 781, 1506, 1792]
monsoon-body-right: ರಾಜ್ಯ ಮಟ್ಟದಿಂದಲೂ ಕಟ್ಟುನಿಟ್ಟಿನ ಸೂಚನೆ ನೀಡಿದ್ದು, ಅದರಂತೆ ಜನರ ಪ್ರಾಣಹಾನಿಗೆ ನೇರ ಅಧಿಕಾರಿಗಳನ್ನು ಹೊಣೆಗಾರರನ್ನಾಗಿ ಮಾಡಲಾಗುವುದು ಎಂದು ಜಿಲ್ಲಾಧಿಕಾರಿ ಪ್ರಶಾಂತ್ ಕುಮಾರ್ ಮಿಶ್ರಾ ಎಚ್ಚರಿಸಿದರು. ಜಿಲ್ಲೆಯಲ್ಲಿ ಮುಂಗಾರು ಮಳೆ ಉತ್ತಮವಾಗಿರುವುದರಿಂದ ಕೃಷಿ ಚಟುವಟಿಕೆಗಳು ಆರಂಭಗೊಳ್ಳುತ್ತಿವೆ. ರೈತರಿಗೆ ಅಗತ್ಯ ಬಿತ್ತನೆ ಬೀಜ, ರಸಗೊಬ್ಬರ ಪೂರೈಕೆಗೆ ಕ್ರಮ ಕೈಗೊಳ್ಳಬೇಕು ಎಂದು ಕೃಷಿ ಇಲಾಖೆ ಅಧಿಕಾರಿಗಳಿಗೆ ತಿಳಿಸಿದರು. ಈ ಬಾರಿ ಜಿಲ್ಲೆಯಲ್ಲಿ ಬಿತ್ತನೆ ಪ್ರಮಾಣ ಹೆಚ್ಚಾಗುವ ಸಾಧ್ಯತೆ ಇದ್ದು, ಬಿತ್ತನೆ ಬೀಜದ ಕೊರತೆ ಆಗದಂತೆ ನೋಡಿಕೊಳ್ಳಬೇಕು. ಕೃಷಿ ಇಲಾಖೆಯ ಅಧಿಕಾರಿಗಳು ರೈತ ಸಂಪರ್ಕ ಕೇಂದ್ರಗಳಲ್ಲಿ ರೈತರಿಗೆ ಮಾಹಿತಿ ನೀಡಬೇಕು ಎಂದು ತಿಳಿಸಿದರು. ಸಭೆಯಲ್ಲಿ ಜಿಪಂ ಸಿಇಒ ಮಹಮ್ಮದ್ ಹಾರಿಸ್ ಸುಮೈರ್, ಎಸ್ಪಿ, ಸಹಾಯಕ ಆಯುಕ್ತ ಪಿ.ಪ್ರಮೋದ್, ಜಂಟಿ ಕೃಷಿ ನಿರ್ದೇಶಕ ಸೋಮಸುಂದರ್, ತೋಟಗಾರಿಕೆ ಇಲಾಖೆಯ ಉಪನಿರ್ದೇಶಕ ಸಂತೋಷ್ ಸಪ್ಪಂಡಿ ಸೇರಿದಂತೆ ಜಿಲ್ಲಾ ಮಟ್ಟದ ಅಧಿಕಾರಿಗಳು ಹಾಗೂ ಎಲ್ಲಾ ತಾಲ್ಲೂಕುಗಳ ತಹಶೀಲ್ದಾರರು ಭಾಗವಹಿಸಿದ್ದರು. [1232, 1902, 1505, 2143]
newspaper-name: ಪಾಂಡವ [728, 40, 814, 75]
dengue-headline: ಡೆಂಗ್ಯೂ, ಚಿಕನ್‌ಗುನ್ಯ, ಮಲೇರಿಯಾ ಹರಡದಂತೆ ಮುಂಜಾಗ್ರತೆ ವಹಿಸಿ [513, 787, 1062, 817]
navodaya-headline-line2: ಅರ್ಜಿ ಸಲ್ಲಿಕೆಯ ಅವಧಿ ವಿಸ್ತರಣೆ [1238, 1599, 1434, 1622]
helpline-headline-line1: ಸಹಾಯವಾಣಿ ಕೇಂದ್ರ ಆರಂಭಿಸಲು [1173, 1043, 1372, 1065]
article-facilities-body: ಪಾಂಡವ ನ್ಯೂಸ್, ಬಳ್ಳಾರಿ: ವೀರಶೈವ–ಲಿಂಗಾಯತ ಜಾತಿ ಹಾಗೂ ಉಪಜಾತಿಗೆ ಸೇರಿದ ಸಮುದಾಯದ ಜನರ (ಪ್ರವರ್ಗ–IIIಬಿ) ಅಭಿವೃದ್ಧಿಗಾಗಿ 2025–26ನೇ ಸಾಲಿನಲ್ಲಿ ಅಭಿವೃದ್ಧಿ ನಿಗಮದಿಂದ ವಿವಿಧ ಶೈಕ್ಷಣಿಕ ಸಾಲ ಯೋಜನೆಗಳು, ಜೀವಜಲ ಯೋಜನೆ, ಕಾಯಕ ಕಿರಣ ಯೋಜನೆ, ಭೋಜನಾಲಯ ಕೇಂದ್ರ, ವಿಭೂತಿ ನಿರ್ಮಾಣ ಘಟಕ, ಸ್ವಾವಲಂಬಿ ಸಾರಥಿ ಯೋಜನೆ ಅಮೃತ ಮಹೋತ್ಸವ ಮತ್ತು ಇತರೆ ಯೋಜನೆ, ಸ್ವ ಸಹಾಯ ಸಂಘಗಳಿಗೆ ಉತ್ತೇಜನ ಈ ಯೋಜನೆಗಳಲ್ಲಿ ಸೌಲಭ್ಯ ಪಡೆಯಬಯಸುವವರು ಆನ್‌ಲೈನ್ ಮೂಲಕ ಅರ್ಜಿ ಆಹ್ವಾನಿಸಲಾಗಿದೆ ಎಂದು ಜಿಲ್ಲಾ ವ್ಯವಸ್ಥಾಪಕರು ತಿಳಿಸಿದ್ದಾರೆ. ಅರ್ಜಿ ಸಲ್ಲಿಸಲು ಜೂನ್ 30 ಕೊನೆಯ ದಿನಾಂಕವಾಗಿರುತ್ತದೆ. ಅರ್ಜಿದಾರರು ತಮ್ಮ ಆಧಾರ್ ಸಂಖ್ಯೆಗೆ ಮೊಬೈಲ್ ಸಂಖ್ಯೆಯನ್ನು ಜೋಡಣೆ ಮಾಡಿರಬೇಕು ಹಾಗೂ ಬ್ಯಾಂಕ್ ಖಾತೆಗೆ ಆಧಾರ್ ಸಂಖ್ಯೆಯನ್ನು ಸೀಡ್ ಮಾಡಿರಬೇಕು. ನಿಗಮದ ಯೋಜನೆಗಳನ್ನು ಈ ಹಿಂದೆ ಪಡೆದವರು ಅರ್ಜಿ ಸಲ್ಲಿಸಲು ಅರ್ಹರಲ್ಲ. ನಿಗಮದ ಅಧಿಕೃತ/ನಿರ್ದೇಶಕರ ಹಂತದಲ್ಲಿಯ ಅರ್ಜಿದಾರರ ವಿವರಗಳನ್ನು ಪರಿಶೀಲಿಸಿ ಸೌಲಭ್ಯ ಪಡೆಯಬಹುದು. ಅರ್ಹ ಫಲಾನುಭವಿಗಳು ಗ್ರಾಮ ಒನ್/ಬೆಂಗಳೂರು ಒನ್/ಕರ್ನಾಟಕ ಒನ್ ನಾಗರಿಕ ಸೇವಾ ಕೇಂದ್ರಗಳಲ್ಲಿ ರಾಜ್ಯ ಸರ್ಕಾರದ ಸೇವಾ ಸಿಂಧು ಪೋರ್ಟಲ್ ಮೂಲಕ ಅರ್ಜಿಗಳನ್ನು ಸಲ್ಲಿಸಬೇಕು. 2023–24 ಹಾಗೂ 2024–25 ನೇ ಸಾಲಿನ ಅರ್ಜಿಗಳಲ್ಲಿ ಆಯ್ಕೆಯಾಗದವರು ಈ ವರ್ಷ ಮರು ಅರ್ಜಿ ಸಲ್ಲಿಸಬೇಕು. ಹೆಚ್ಚಿನ ಮಾಹಿತಿಗಾಗಿ ನಿಗಮದ ಜಾಲತಾಣ https://www.kaushalkar.com ಅಥವಾ ನಿಗಮದ ಸಹಾಯವಾಣಿ 080 22865522/ 9900012351/9900012352ನ್ನು ಸಂಪರ್ಕಿಸಬಹುದು. ಜಿಲ್ಲಾ ವ್ಯವಸ್ಥಾಪಕರು, ಡಿ. ದೇವರಾಜ ಅರಸು ಹಿಂದುಳಿದ ವರ್ಗಗಳ ಅಭಿವೃದ್ಧಿ ನಿಗಮದ ಜಿಲ್ಲಾ ಕಛೇರಿ ಸಂ: 08392–232327 ನ್ನು ಸಂಪರ್ಕಿಸಬಹುದು ಎಂದು ಪ್ರಕಟಣೆ ತಿಳಿಸಿದೆ. [41, 1289, 402, 1584]
article-complaints-body: ಪಾಂಡವ ನ್ಯೂಸ್, ಬಳ್ಳಾರಿ: ಕರ್ನಾಟಕ ಲೋಕಾಯುಕ್ತ ಬಳ್ಳಾರಿ ವಿಭಾಗದ ಲೋಕಾಯುಕ್ತ ಪೊಲೀಸ್ ಅಧಿಕಾರಿಗಳಿಂದ ಜಿಲ್ಲೆಯ ವಿವಿಧ ತಾಲ್ಲೂಕು ಕೇಂದ್ರಗಳಲ್ಲಿ ಸಾರ್ವಜನಿಕರಿಂದ ಕುಂದುಕೊರತೆಗಳ ಅಹವಾಲುಗಳ ಸ್ವೀಕಾರ/ಜನ ಸಂಪರ್ಕ ಸಭೆ ಏರ್ಪಡಿಸಲಾಗಿದೆ ಎಂದು ಬಳ್ಳಾರಿ ವಿಭಾಗದ ಲೋಕಾಯುಕ್ತ ಪೊಲೀಸ್ ಅಧೀಕ್ಷಕರಾದ ಸಿದ್ದರಾಜು.ಕೆ ಅವರು ತಿಳಿಸಿದ್ದಾರೆ. ಜಿಲ್ಲೆಯಲ್ಲಿನ ಲೋಕಾಯುಕ್ತ ಪೊಲೀಸ್ ನಿರೀಕ್ಷಕರು ಮತ್ತು ಸಿಬ್ಬಂದಿ ಜಿಲ್ಲೆಯ ತಾಲ್ಲೂಕುಗಳಾದ ಕುರುಗೋಡು, ಸಂಡೂರು, ಬಳ್ಳಾರಿ ಮತ್ತು ಕಂಪ್ಲಿ ತಾಲ್ಲೂಕು ಕೇಂದ್ರಗಳಲ್ಲಿ ಅಹವಾಲು ಸ್ವೀಕರಿಸುವ ಕಾರ್ಯಕ್ರಮ ನಡೆಯಲಿದೆ. ಅಹವಾಲು ಸ್ವೀಕರಿಸುವ ದಿನ ಮತ್ತು ಸ್ಥಳ: ಜೂನ್ 11 ರಂದು ಬೆಳಿಗ್ಗೆ 11.30 ಗಂಟೆಯಿಂದ ಮಧ್ಯಾಹ್ನ 2 ಗಂಟೆಯವರೆಗೆ ಸಿರುಗುಪ್ಪದ ಸರ್ಕಾರಿ ಅತಿಥಿ ಗೃಹ ಕಚೇರಿ ಸಭಾಂಗಣ. ಜೂನ್ 17 ರಂದು ಬೆಳಿಗ್ಗೆ 11.30 ಗಂಟೆಯಿಂದ ಮಧ್ಯಾಹ್ನ 02 ಗಂಟೆಯವರೆಗೆ ಕುರುಗೋಡು ತಹಶೀಲ್ದಾರ್ ಕಚೇರಿ ಸಭಾಂಗಣ. ಜೂನ್ 19 ರಂದು ಬೆಳಿಗ್ಗೆ 11.30 ಗಂಟೆಯಿಂದ ಮಧ್ಯಾಹ್ನ 02 ಗಂಟೆಯವರೆಗೆ ಸಂಡೂರು ತಹಶೀಲ್ದಾರ್ ಕಚೇರಿ ಸಭಾಂಗಣ. ಜೂನ್ 24 ರಂದು ಬೆಳಿಗ್ಗೆ 11.30 ಗಂಟೆಯಿಂದ ಮಧ್ಯಾಹ್ನ 02 ಗಂಟೆಯವರೆಗೆ ಬಳ್ಳಾರಿಯ ಹೊಸ ಡಿಸಿ ಕಚೇರಿಯ ತಹಶೀಲ್ದಾರ್ ಕಚೇರಿ ಸಭಾಂಗಣ. ಜೂನ್ 26 ರಂದು ಬೆಳಿಗ್ಗೆ 11.30 ಗಂಟೆಯಿಂದ ಮಧ್ಯಾಹ್ನ 02 ಗಂಟೆಯವರೆಗೆ ಕಂಪ್ಲಿಯ ತಹಶೀಲ್ದಾರ್ ಕಚೇರಿ ಸಭಾಂಗಣ. ಕಾರ್ಯಕ್ರಮದಲ್ಲಿ ಕರ್ನಾಟಕ ಲೋಕಾಯುಕ್ತ ಬೆಂಗಳೂರು ಇವರಿಗೆ ಅರ್ಜಿ ಸಲ್ಲಿಸಲು ನಮೂನೆಗಳಾದ ನಂ.01 ಮತ್ತು 02 ಗಳನ್ನು ಸಹ ನೀಡಲಾಗುವುದು. ಕುಂದು ಕೊರತೆಗಳನ್ನು ಸಾರ್ವಜನಿಕರು ದೂರುಗಳಲ್ಲಿ ನಿಗದಿಪಡಿಸಿದ ದಿನದಂದು ಅರ್ಜಿ ನಮೂನೆಯಲ್ಲಿ ಅಹವಾಲು ನೀಡಬಹುದು ಎಂದು ಪ್ರಕಟಣೆಯಲ್ಲಿ ತಿಳಿಸಿದ್ದಾರೆ. [41, 630, 402, 995]
footer-rule [40, 2366, 1506, 2368]
lead-body-under-photo: ವಿದ್ಯಾರ್ಥಿಗಳಿಗೆ ಪಿಯು ಪರೀಕ್ಷೆ ನಡೆಯುವ ಅವಧಿಗೆ ಬಿಡುವು ನೀಡಬೇಕು. ಈಗಾಗಲೇ ಜಿಲ್ಲಾಧಿಕಾರಿಗಳ ಕಚೇರಿಯಿಂದ ಪರೀಕ್ಷಾ ಕೇಂದ್ರದ ಸುತ್ತಲೂ 200 ಮೀಟರ್ ಪ್ರದೇಶವನ್ನು ನಿಷೇಧಿತ ಪ್ರದೇಶ 144 ಸೆಕ್ಷನ್ ಎಂದು ನಿಷೇಧಾಜ್ಞೆ ಜಾರಿ ಮಾಡಲಾಗಿದೆ. ಪರೀಕ್ಷಾ ಕೇಂದ್ರದ ಸುತ್ತಮುತ್ತಲಿನ ಜೆರಾಕ್ಸ್ ಮತ್ತು ಕಂಪ್ಯೂಟರ್ ಅಂಗಡಿಗಳನ್ನು ತೆರೆಯುವಂತಿಲ್ಲ. ಪರೀಕ್ಷಾ ಕೇಂದ್ರಗಳಿಗೆ ಜಿಲ್ಲಾ ಖಜಾನೆಯಿಂದ ಪ್ರಶ್ನೆಪತ್ರಿಕೆಗಳನ್ನು ಕೊಂಡೊಯ್ಯುವ ಮತ್ತು ಉತ್ತರ ಪತ್ರಿಕೆಗಳನ್ನು ಪರೀಕ್ಷಾ ಕೇಂದ್ರದಿಂದ ತರಲು 06 ಮಾರ್ಗಗಳನ್ನು ರಚಿಸಲಾಗಿದೆ. ಪ್ರಶ್ನೆ ಪತ್ರಿಕೆ ವಾಹನಗಳಿಗೆ ಜಿಪಿಎಸ್ ಅಳವಡಿಸಬೇಕು. ಪರೀಕ್ಷಾ ಕೇಂದ್ರಗಳಲ್ಲಿ ವಿದ್ಯಾರ್ಥಿಗಳು ಮೊಬೈಲ್ ಫೋನ್ ತರುವುದನ್ನು ನಿಷೇಧಿಸಲಾಗಿದೆ. ಉಪಯೋಗಿಸಬೇಕು. ಇದನ್ನು ಹೊರತು ಪಡಿಸಿ, ಪರೀಕ್ಷಾ ಕಾರ್ಯಕ್ಕೆ ನಿಯೋಜಿಸಿದ ಸಿಬ್ಬಂದಿ ಕೂಡ ಯಾವುದೇ ಮೊಬೈಲ್ ಬಳಸುವಂತಿಲ್ಲ ಎಂದು ಅಪರ ಜಿಲ್ಲಾಧಿಕಾರಿ ಬಿ.ಟಿ. ಕುಮಾರಸ್ವಾಮಿ ಹೇಳಿದರು. ಪದವಿ ಪೂರ್ವ ಶಿಕ್ಷಣ ಇಲಾಖೆ ಉಪನಿರ್ದೇಶಕ ಕೆ.ತಿಮ್ಮಯ್ಯ ಮಾತನಾಡಿ, ಚಿತ್ರದುರ್ಗ ಸೇರಿದಂತೆ ಎಲ್ಲ ತಾಲ್ಲೂಕು ಕೇಂದ್ರಗಳ ಸರ್ಕಾರಿ ಪದವಿಪೂರ್ವ ಕಾಲೇಜುಗಳಲ್ಲಿ ಪರೀಕ್ಷೆ ನಡೆಯಲಿದೆ. ಒಟ್ಟು 6 ಪರೀಕ್ಷಾ ಕೇಂದ್ರಗಳಲ್ಲಿ ಒಟ್ಟು 8658 ವಿದ್ಯಾರ್ಥಿಗಳು ಪರೀಕ್ಷೆ ಬರೆಯಲಿದ್ದಾರೆ. ಪರೀಕ್ಷಾ ಕೇಂದ್ರಗಳಿಗೆ ಪೊಲೀಸ್ ಬಂದೋಬಸ್ತ್ ಒದಗಿಸಲಾಗುವುದು. ಪರೀಕ್ಷಾ ನಂತರ 30 ನಿಮಿಷದ ಒಳಗೆ ಉತ್ತರ ಪತ್ರಿಕೆಗಳನ್ನು ಖಜಾನೆಗೆ ತರಲಾಗುವುದು ಎಂದರು. [701, 424, 1227, 595]
ngo-application-body: ಪಾಂಡವ ನ್ಯೂಸ್, ವಿಜಯನಗರ: ಜಿಲ್ಲಾ ಮಕ್ಕಳ ರಕ್ಷಣಾ ಘಟಕದಿಂದ ಬಾಲ್ಯವಿವಾಹ ನಿಷೇಧ ಹಾಗೂ ಮಕ್ಕಳ ರಕ್ಷಣಾ ಕಾರ್ಯಕ್ರಮಗಳ ಅನುಷ್ಠಾನಕ್ಕಾಗಿ ಅರ್ಹ ಸ್ವಯಂಸೇವಾ ಸಂಸ್ಥೆಗಳಿಂದ ಅರ್ಜಿ ಆಹ್ವಾನಿಸಲಾಗಿದೆ. ಅರ್ಜಿ ಸಲ್ಲಿಸಲು ಜೂ.5 ರಿಂದ ಜೂ.30 ರವರೆಗೆ ಅವಕಾಶ ನೀಡಲಾಗಿದೆ. ಅರ್ಜಿ ನಮೂನೆಯನ್ನು ಜಿಲ್ಲಾ ಮಹಿಳಾ ಮತ್ತು ಮಕ್ಕಳ ಅಭಿವೃದ್ಧಿ ಇಲಾಖೆ ಕಚೇರಿಯಿಂದ ಪಡೆಯಬಹುದು. ಹೆಚ್ಚಿನ ಮಾಹಿತಿಗಾಗಿ ಜಿಲ್ಲಾ ಅಂಗವಿಕಲರ ಕಲ್ಯಾಣಾಧಿಕಾರಿಗಳ ಕಚೇರಿ, ಸಿವಿಲ್ ಇಂಜಿನಿಯರ್ ಕ್ವಾಟ್ರಸ್, ಆಸ್ಪತ್ರೆ ರಸ್ತೆ, ಹೊಸಪೇಟೆ ಇಲ್ಲಿಗೆ ಸಂಪರ್ಕಿಸಬಹುದು ಎಂದು ಜಿಲ್ಲಾ ಅಂಗವಿಕಲರ ಕಲ್ಯಾಣಾಧಿಕಾರಿ ಪ್ರಕಟಣೆಯಲ್ಲಿ ತಿಳಿಸಿದ್ದಾರೆ. [1169, 823, 1505, 941]
navodaya-body: ಪಾಂಡವ ನ್ಯೂಸ್, ಕೊಪ್ಪಳ: ಕುಷ್ಟಗಿ ತಾಲ್ಲೂಕಿನ ಹೊಳೆಗೌಡನೆಹಳ್ಳಿ ಸರ್ಕಲ್ ಪತ್ತಿಯಲ್ಲಿರುವ ಜವಾಹರ ನವೋದಯ ವಿದ್ಯಾಲಯದ 6ನೇ ತರಗತಿಯ ಪ್ರವೇಶ ಪರೀಕ್ಷೆಗೆ ಆನ್‌ಲೈನ್ ಮೂಲಕ ಅರ್ಜಿ ಸಲ್ಲಿಕೆಯ ಅವಧಿಯನ್ನು ಜುಲೈ 29 ರ ವರೆಗೆ ವಿಸ್ತರಿಸಲಾಗಿದೆ. ಪ್ರವೇಶ ಪರೀಕ್ಷೆಯು ಡಿಸೆಂಬರ್ 13ರಂದು ನಡೆಯಲಿದ್ದು, ಅರ್ಹರು ಆನ್ ಲೈನ್ ವೆಬ್‌ಸೈಟ್ ಗೆ ಭೇಟಿ ನೀಡಿ ಅರ್ಜಿ ಸಲ್ಲಿಸಬಹುದು ಎಂದು ಜವಾಹರ ನವೋದಯ ವಿದ್ಯಾಲಯದ ಪ್ರಾಂಶುಪಾಲರು ಪ್ರಕಟಣೆಯಲ್ಲಿ ತಿಳಿಸಿದ್ದಾರೆ. [1169, 1636, 1505, 1737]
article-facilities-headline: ವಿವಿಧ ಸೌಲಭ್ಯಗಳಿಗಾಗಿ ಅರ್ಜಿ ಆಹ್ವಾನ [40, 1244, 400, 1281]
monsoon-story [40, 1803, 1506, 2363]
